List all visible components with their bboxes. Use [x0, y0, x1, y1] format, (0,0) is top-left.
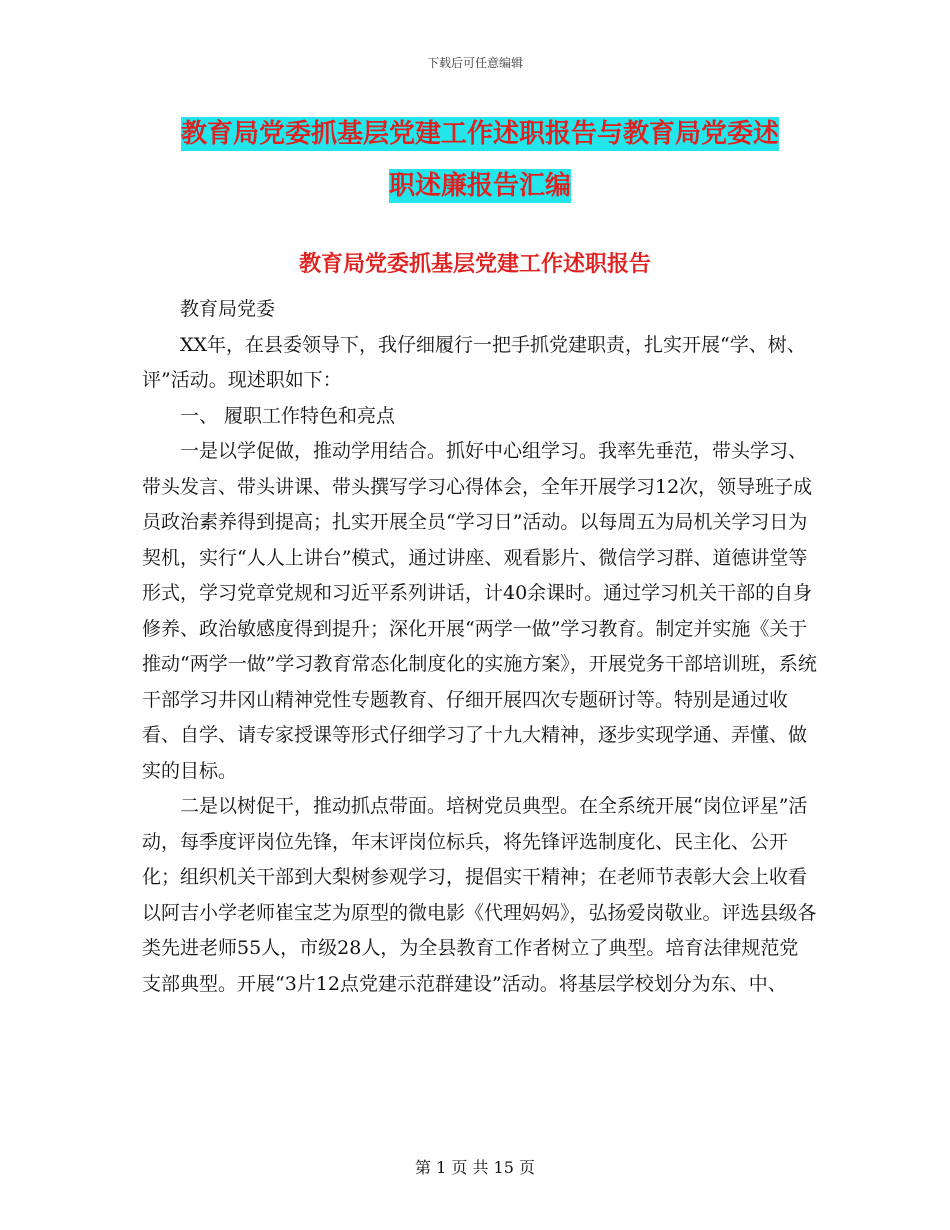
body-text: [142, 292, 817, 1002]
paragraph: 教育局党委: [180, 298, 276, 320]
paragraph: 一是以学促做，推动学用结合。抓好中心组学习。我率先垂范，带头学习、带头发言、带头讲课、带头撰写学习心得体会，全年开展学习12次，领导班子成员政治素养得到提高；扎实开展全员“学习日”活动。以每周五为局机关学习日为契机，实行“人人上讲台”模式，通过讲座、观看影片、微信学习群、道德讲堂等形式，学习党章党规和习近平系列讲话，计40余课时。通过学习机关干部的自身修养、政治敏感度得到提升；深化开展“两学一做”学习教育。制定并实施《关于推动“两学一做”学习教育常态化制度化的实施方案》，开展党务干部培训班，系统干部学习井冈山精神党性专题教育、仔细开展四次专题研讨等。特别是通过收看、自学、请专家授课等形式仔细学习了十九大精神，逐步实现学通、弄懂、做实的目标。: [142, 440, 817, 782]
paragraph: XX年，在县委领导下，我仔细履行一把手抓党建职责，扎实开展“学、树、评”活动。现述职如下：: [142, 333, 806, 391]
header-note: 下载后可任意编辑: [426, 56, 523, 70]
title-line-2: 职述廉报告汇编: [388, 171, 571, 201]
paragraph: 二是以树促干，推动抓点带面。培树党员典型。在全系统开展“岗位评星”活动，每季度评岗位先锋，年末评岗位标兵，将先锋评选制度化、民主化、公开化；组织机关干部到大梨树参观学习，提倡实干精神；在老师节表彰大会上收看以阿吉小学老师崔宝芝为原型的微电影《代理妈妈》，弘扬爱岗敬业。评选县级各类先进老师55人，市级28人，为全县教育工作者树立了典型。培育法律规范党支部典型。开展“3片12点党建示范群建设”活动。将基层学校划分为东、中、: [142, 795, 817, 995]
title-line-1: 教育局党委抓基层党建工作述职报告与教育局党委述: [180, 119, 779, 149]
document-title: [140, 108, 820, 212]
section-title: 教育局党委抓基层党建工作述职报告: [298, 251, 651, 277]
page-number: 第 1 页 共 15 页: [415, 1158, 535, 1177]
paragraph: 一、 履职工作特色和亮点: [180, 404, 396, 427]
